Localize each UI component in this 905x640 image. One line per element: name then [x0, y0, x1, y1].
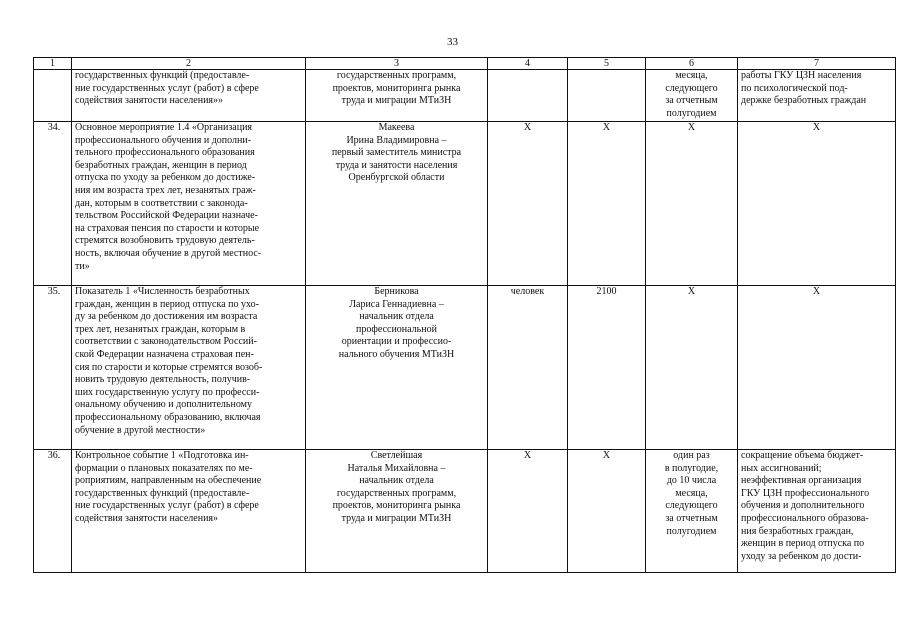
row-value: 2100 — [568, 286, 646, 450]
table-row-continuation — [34, 70, 896, 122]
row-unit: Х — [488, 122, 568, 286]
page-number: 33 — [447, 36, 458, 48]
row-value — [568, 70, 646, 122]
header-col-5: 5 — [568, 58, 646, 70]
row-name: Показатель 1 «Численность безработных граждан, женщин в период отпуска по ухо- ду за ребенком до достижения им возраста трех лет, незанятых граждан, которым в соответствии с законодательством Россий- ской Федерации назначена страховая пен- сия по старости и которые стремятся возоб- новить трудовую деятельность, получив- ших государственную услугу по професси- ональному обучению и дополнительному профессиональному образованию, включая обучение в другой местности» — [72, 286, 306, 450]
row-number: 35. — [34, 286, 72, 450]
program-table — [33, 57, 896, 573]
row-deadline: Х — [646, 122, 738, 286]
table-row — [34, 450, 896, 573]
row-name: Основное мероприятие 1.4 «Организация профессионального обучения и дополни- тельного профессионального образования безработных граждан, женщин в период отпуска по уходу за ребенком до достиже- ния им возраста трех лет, незанятых граж- дан, которым в соответствии с законода- тельством Российской Федерации назначе- на страховая пенсия по старости и которые стремятся возобновить трудовую деятель- ность, включая обучение в другой местнос- ти» — [72, 122, 306, 286]
header-col-7: 7 — [738, 58, 896, 70]
header-col-3: 3 — [306, 58, 488, 70]
row-deadline: Х — [646, 286, 738, 450]
row-number: 34. — [34, 122, 72, 286]
row-number — [34, 70, 72, 122]
header-col-2: 2 — [72, 58, 306, 70]
row-responsible: Берникова Лариса Геннадиевна – начальник отдела профессиональной ориентации и профессио- нального обучения МТиЗН — [306, 286, 488, 450]
row-consequences: сокращение объема бюджет- ных ассигнований; неэффективная организация ГКУ ЦЗН профессионального обучения и дополнительного профессионального образова- ния безработных граждан, женщин в период отпуска по уходу за ребенком до дости- — [738, 450, 896, 573]
header-col-4: 4 — [488, 58, 568, 70]
row-unit — [488, 70, 568, 122]
row-value: Х — [568, 122, 646, 286]
row-deadline: один раз в полугодие, до 10 числа месяца, следующего за отчетным полугодием — [646, 450, 738, 573]
row-responsible: Светлейшая Наталья Михайловна – начальник отдела государственных программ, проектов, мониторинга рынка труда и миграции МТиЗН — [306, 450, 488, 573]
row-deadline: месяца, следующего за отчетным полугодием — [646, 70, 738, 122]
header-col-6: 6 — [646, 58, 738, 70]
row-unit: Х — [488, 450, 568, 573]
row-name: государственных функций (предоставле- ние государственных услуг (работ) в сфере содействия занятости населения»» — [72, 70, 306, 122]
row-name: Контрольное событие 1 «Подготовка ин- формации о плановых показателях по ме- роприятиям, направленным на обеспечение государственных функций (предоставле- ние государственных услуг (работ) в сфере содействия занятости населения» — [72, 450, 306, 573]
row-consequences: работы ГКУ ЦЗН населения по психологической под- держке безработных граждан — [738, 70, 896, 122]
table-row — [34, 286, 896, 450]
row-number: 36. — [34, 450, 72, 573]
row-consequences: Х — [738, 286, 896, 450]
row-unit: человек — [488, 286, 568, 450]
header-row — [34, 58, 896, 70]
row-consequences: Х — [738, 122, 896, 286]
table-row — [34, 122, 896, 286]
row-responsible: Макеева Ирина Владимировна – первый заместитель министра труда и занятости населения Оренбургской области — [306, 122, 488, 286]
row-responsible: государственных программ, проектов, мониторинга рынка труда и миграции МТиЗН — [306, 70, 488, 122]
row-value: Х — [568, 450, 646, 573]
header-col-1: 1 — [34, 58, 72, 70]
